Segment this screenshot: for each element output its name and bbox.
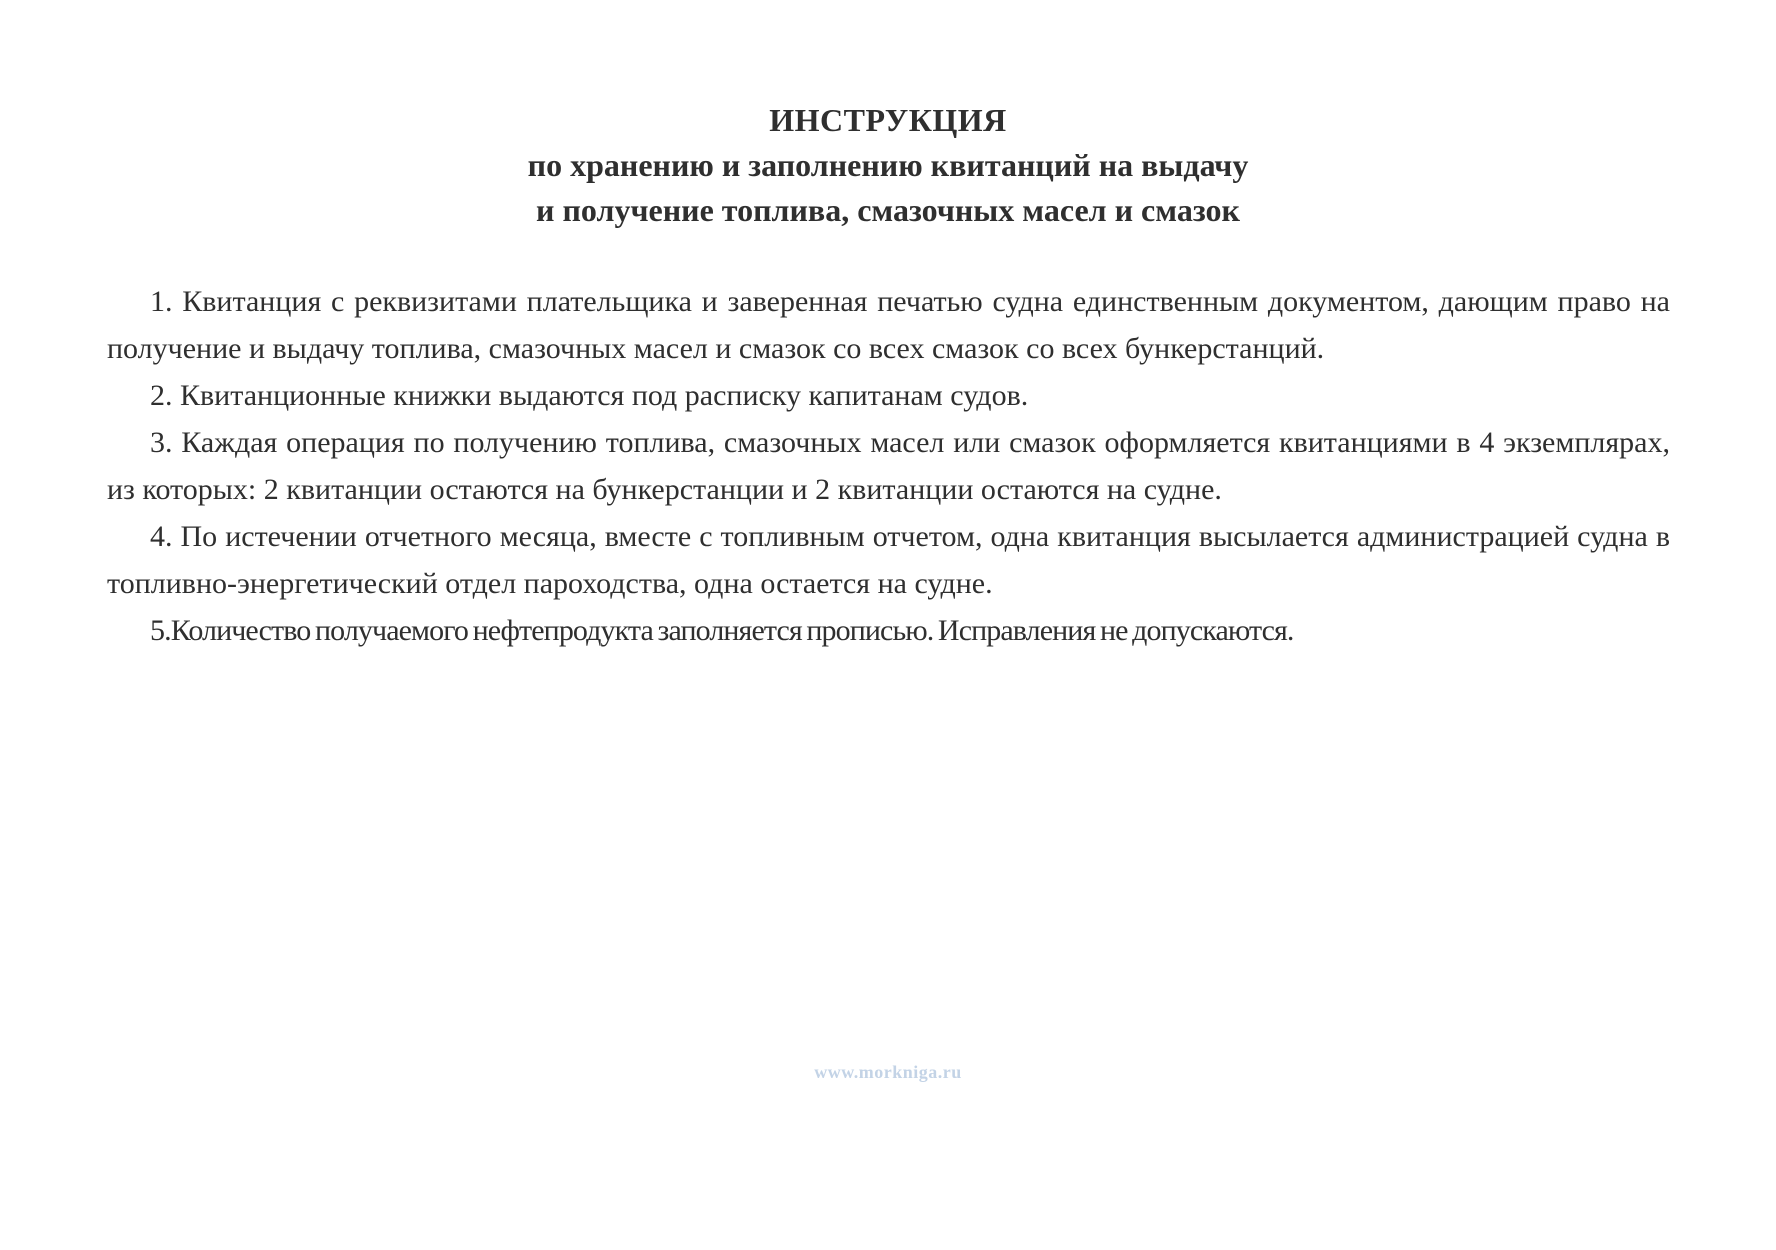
instruction-item-3: 3. Каждая операция по получению топлива, смазочных масел или смазок оформляется квитанциями в 4 экземплярах, из которых: 2 квитанции остаются на бункерстанции и 2 квитанции остаются на судне. <box>107 426 1670 506</box>
document-subtitle-line-2: и получение топлива, смазочных масел и смазок <box>536 192 1240 228</box>
instruction-item-1: 1. Квитанция с реквизитами плательщика и заверенная печатью судна единственным документом, дающим право на получение и выдачу топлива, смазочных масел и смазок со всех смазок со всех бункерстанций. <box>107 285 1670 365</box>
document-header <box>0 98 1776 233</box>
instruction-body <box>107 278 1670 654</box>
instruction-item-2: 2. Квитанционные книжки выдаются под расписку капитанам судов. <box>150 379 1029 412</box>
instruction-item-5: 5.Количество получаемого нефтепродукта заполняется прописью. Исправления не допускаются. <box>150 614 1294 647</box>
watermark-text: www.morkniga.ru <box>814 1062 962 1082</box>
instruction-item-4: 4. По истечении отчетного месяца, вместе с топливным отчетом, одна квитанция высылается администрацией судна в топливно-энергетический отдел пароходства, одна остается на судне. <box>107 520 1670 600</box>
document-title: ИНСТРУКЦИЯ <box>769 102 1007 138</box>
document-subtitle-line-1: по хранению и заполнению квитанций на выдачу <box>527 147 1249 183</box>
